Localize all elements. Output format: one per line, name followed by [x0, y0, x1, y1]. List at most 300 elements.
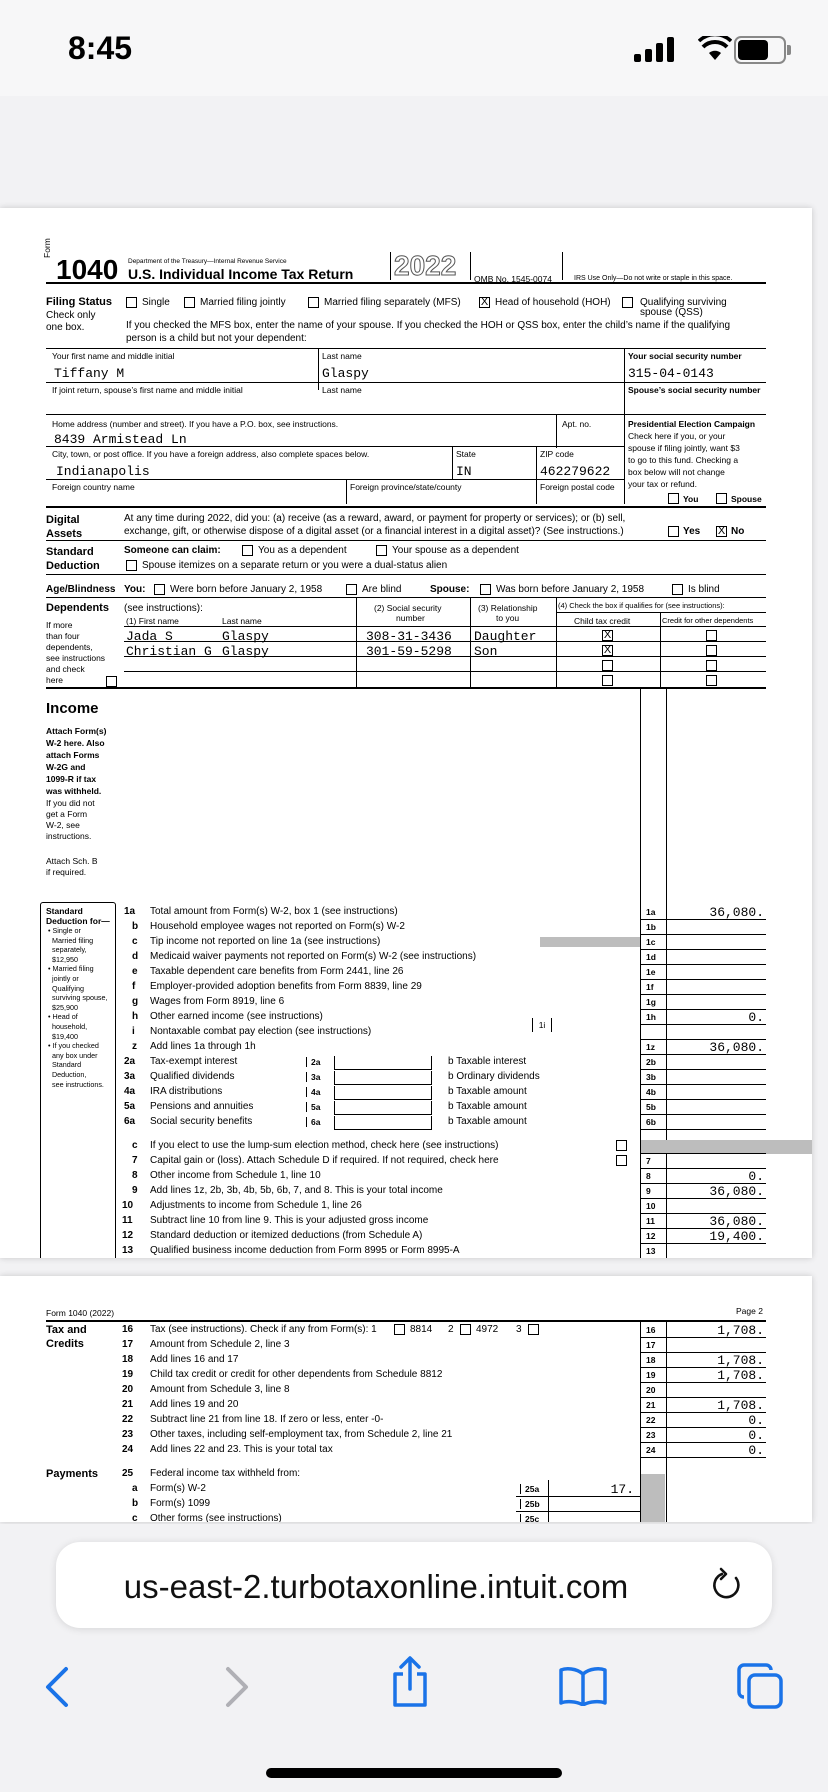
- dependent-3-child-tax-credit-checkbox[interactable]: [602, 660, 613, 671]
- pec-you-checkbox[interactable]: [668, 493, 679, 504]
- line-6c-shaded: [641, 1140, 812, 1154]
- line-text: Social security benefits: [150, 1116, 253, 1127]
- forward-icon[interactable]: [224, 1666, 250, 1708]
- line-text: Form(s) 1099: [150, 1498, 211, 1509]
- home-indicator: [266, 1768, 562, 1778]
- line-box-label: 23: [646, 1430, 656, 1440]
- tax-year: 2022: [394, 250, 457, 281]
- digital-no-checkbox[interactable]: X: [717, 525, 726, 537]
- filing-status-label: Filing Status: [46, 296, 112, 308]
- dep-col-ssn-2: number: [396, 613, 425, 623]
- side-note-line: W-2 here. Also: [46, 738, 105, 748]
- dependent-2-last-name[interactable]: Glaspy: [222, 644, 269, 659]
- ssn-label: Your social security number: [628, 351, 742, 361]
- form-1040-page-1: [0, 208, 812, 1258]
- line-amount[interactable]: 0.: [748, 1443, 764, 1458]
- form-4972-checkbox[interactable]: [460, 1324, 471, 1335]
- line-amount[interactable]: 0.: [748, 1428, 764, 1443]
- side-note-line: W-2G and: [46, 762, 86, 772]
- mfs-note: If you checked the MFS box, enter the name of your spouse. If you checked the HOH or QSS box, enter the child’s name if the qualifying: [126, 320, 731, 331]
- digital-assets-label-2: Assets: [46, 528, 83, 540]
- share-icon[interactable]: [390, 1656, 430, 1708]
- column-rule: [548, 1480, 549, 1522]
- line-box-label: 25a: [520, 1484, 551, 1494]
- pec-line: to go to this fund. Checking a: [628, 455, 739, 465]
- std-deduction-item: surviving spouse,: [48, 993, 108, 1003]
- line-number: i: [132, 1026, 135, 1037]
- dependent-3-other-credit-checkbox[interactable]: [706, 660, 717, 671]
- irs-use-only: IRS Use Only—Do not write or staple in this space.: [574, 275, 733, 282]
- line-text: b Taxable amount: [448, 1101, 527, 1112]
- line-16-text: Tax (see instructions). Check if any from Form(s): 1: [150, 1324, 377, 1335]
- line-number: 19: [122, 1369, 134, 1380]
- single-checkbox[interactable]: [126, 297, 137, 308]
- city-label: City, town, or post office. If you have a foreign address, also complete spaces below.: [52, 449, 370, 459]
- line-text: Adjustments to income from Schedule 1, line 26: [150, 1200, 362, 1211]
- side-note-line: 1099-R if tax: [46, 774, 97, 784]
- dependent-1-relationship[interactable]: Daughter: [474, 629, 537, 644]
- line-box-label: 1b: [646, 922, 656, 932]
- single-label: Single: [142, 297, 170, 308]
- capital-gain-checkbox[interactable]: [616, 1155, 627, 1166]
- line-box-label: 5a: [306, 1102, 341, 1112]
- form-4972-label: 4972: [476, 1324, 499, 1335]
- form-other-checkbox[interactable]: [528, 1324, 539, 1335]
- line-amount[interactable]: 17.: [610, 1482, 634, 1497]
- row-rule: [640, 1054, 766, 1055]
- row-rule: [516, 1496, 640, 1497]
- std-deduction-box: [40, 902, 116, 1258]
- income-label: Income: [46, 700, 99, 717]
- pec-you-label: You: [683, 494, 699, 504]
- spouse-ssn-label: Spouse’s social security number: [628, 385, 761, 395]
- spouse-born-before-label: Was born before January 2, 1958: [496, 584, 645, 595]
- line-number: 12: [122, 1230, 134, 1241]
- zip-label: ZIP code: [540, 449, 574, 459]
- line-amount[interactable]: 19,400.: [709, 1229, 764, 1244]
- state-field[interactable]: IN: [456, 464, 472, 479]
- dep-col-relationship: (3) Relationship: [478, 603, 538, 613]
- line-number: h: [132, 1011, 139, 1022]
- form-number: 1040: [56, 254, 119, 285]
- row-rule: [640, 934, 766, 935]
- line-text: Tip income not reported on line 1a (see instructions): [150, 936, 381, 947]
- row-rule: [640, 1069, 766, 1070]
- line-box-label: 21: [646, 1400, 656, 1410]
- you-as-dependent-checkbox[interactable]: [242, 545, 253, 556]
- row-rule: [640, 1442, 766, 1443]
- line-box-label: 6a: [306, 1117, 341, 1127]
- pec-spouse-label: Spouse: [731, 494, 762, 504]
- std-deduction-item: $19,400: [48, 1031, 78, 1041]
- foreign-country-label: Foreign country name: [52, 482, 135, 492]
- line-text: Tax-exempt interest: [150, 1056, 238, 1067]
- line-box-label: 1h: [646, 1012, 656, 1022]
- line-text: Household employee wages not reported on Form(s) W-2: [150, 921, 405, 932]
- side-note-line: W-2, see: [46, 820, 80, 830]
- page2-header-page: Page 2: [736, 1306, 763, 1316]
- row-rule: [640, 1198, 766, 1199]
- form-title: U.S. Individual Income Tax Return: [128, 266, 354, 282]
- line-number: 20: [122, 1384, 134, 1395]
- row-rule: [640, 949, 766, 950]
- filing-status-hint: Check only: [46, 310, 96, 321]
- row-rule: [640, 1243, 766, 1244]
- spouse-blind-checkbox[interactable]: [672, 584, 683, 595]
- line-box-label: 4b: [646, 1087, 656, 1097]
- age-blindness-label: Age/Blindness: [46, 584, 116, 595]
- tax-credits-label: Tax and: [46, 1324, 87, 1336]
- no-label: No: [731, 526, 745, 537]
- std-deduction-item: • If you checked: [48, 1041, 99, 1051]
- line-number: d: [132, 951, 139, 962]
- side-note-line: If you did not: [46, 798, 95, 808]
- line-text: b Taxable amount: [448, 1086, 527, 1097]
- line-number: 10: [122, 1200, 134, 1211]
- row-rule: [640, 919, 766, 920]
- line-number: 11: [122, 1215, 133, 1226]
- address-label: Home address (number and street). If you have a P.O. box, see instructions.: [52, 419, 339, 429]
- pec-title: Presidential Election Campaign: [628, 419, 756, 429]
- line-box-label: 1d: [646, 952, 656, 962]
- line-box-label: 17: [646, 1340, 656, 1350]
- yes-label: Yes: [683, 526, 701, 537]
- spouse-itemizes-checkbox[interactable]: [126, 560, 137, 571]
- married-separately-checkbox[interactable]: [308, 297, 319, 308]
- line-text: Capital gain or (loss). Attach Schedule D if required. If not required, check here: [150, 1155, 499, 1166]
- url-text: us-east-2.turbotaxonline.intuit.com: [123, 1568, 629, 1605]
- ssn-field[interactable]: 315-04-0143: [628, 366, 714, 381]
- dependents-note: see instructions: [46, 653, 106, 663]
- dependent-1-ssn[interactable]: 308-31-3436: [366, 629, 452, 644]
- line-number: f: [132, 981, 136, 992]
- dependent-2-other-credit-checkbox[interactable]: [706, 645, 717, 656]
- line-amount[interactable]: 36,080.: [709, 1184, 764, 1199]
- department: Department of the Treasury—Internal Revenue Service: [128, 258, 287, 265]
- line-text: b Taxable amount: [448, 1116, 527, 1127]
- line-text: Qualified dividends: [150, 1071, 235, 1082]
- pec-spouse-checkbox[interactable]: [716, 493, 727, 504]
- form-8814-checkbox[interactable]: [394, 1324, 405, 1335]
- filing-status-hint-2: one box.: [46, 322, 85, 333]
- line-number: a: [132, 1483, 138, 1494]
- dependent-1-last-name[interactable]: Glaspy: [222, 629, 269, 644]
- spouse-born-before-checkbox[interactable]: [480, 584, 491, 595]
- line-text: Subtract line 10 from line 9. This is your adjusted gross income: [150, 1215, 429, 1226]
- spouse-as-dependent-label: Your spouse as a dependent: [392, 545, 519, 556]
- row-rule: [516, 1511, 640, 1512]
- line-box-label: 5b: [646, 1102, 656, 1112]
- dependents-label: Dependents: [46, 602, 109, 614]
- line-text: Amount from Schedule 2, line 3: [150, 1339, 290, 1350]
- std-deduction-item: Deduction,: [48, 1070, 87, 1079]
- std-deduction-item: separately,: [48, 945, 87, 955]
- line-box-label: 12: [646, 1231, 656, 1241]
- mfs-note-2: person is a child but not your dependent:: [126, 333, 307, 344]
- foreign-postal-label: Foreign postal code: [540, 482, 615, 492]
- signal-icon: [634, 36, 678, 62]
- you-born-before-checkbox[interactable]: [154, 584, 165, 595]
- status-icons: [634, 36, 794, 62]
- std-deduction-item: Qualifying: [48, 983, 84, 993]
- clock: 8:45: [68, 30, 133, 66]
- line-text: b Taxable interest: [448, 1056, 527, 1067]
- line-number: 8: [132, 1170, 138, 1181]
- line-text: Total amount from Form(s) W-2, box 1 (see instructions): [150, 906, 398, 917]
- side-note-line: Deduction for—: [46, 916, 110, 926]
- std-deduction-item: • Single or: [48, 926, 81, 935]
- last-name-label: Last name: [322, 351, 362, 361]
- row-rule: [640, 1457, 766, 1458]
- line-text: Other forms (see instructions): [150, 1513, 282, 1522]
- line-amount[interactable]: 36,080.: [709, 905, 764, 920]
- std-deduction-item: $12,950: [48, 954, 78, 964]
- bookmarks-icon[interactable]: [558, 1666, 608, 1706]
- dependents-see-instructions: (see instructions):: [124, 603, 203, 614]
- dependents-note: If more: [46, 620, 73, 630]
- dep-col-ssn: (2) Social security: [374, 603, 442, 613]
- reload-icon[interactable]: [710, 1566, 744, 1604]
- line-number: 18: [122, 1354, 134, 1365]
- you-as-dependent-label: You as a dependent: [258, 545, 347, 556]
- line-number: b: [132, 1498, 139, 1509]
- line-text: Add lines 22 and 23. This is your total tax: [150, 1444, 333, 1455]
- line-box-label: 1f: [646, 982, 654, 992]
- std-deduction-item: Standard: [48, 1060, 82, 1070]
- you-blind-checkbox[interactable]: [346, 584, 357, 595]
- line-number: 16: [122, 1324, 134, 1335]
- form-4972-number: 2: [448, 1324, 454, 1335]
- line-box-label: 1z: [646, 1042, 655, 1052]
- line-amount[interactable]: 1,708.: [717, 1323, 764, 1338]
- line-number: c: [132, 1513, 138, 1522]
- dependent-4-child-tax-credit-checkbox[interactable]: [602, 675, 613, 686]
- dependent-1-other-credit-checkbox[interactable]: [706, 630, 717, 641]
- std-deduction-item: • Head of: [48, 1012, 78, 1022]
- side-note-line: Standard: [46, 906, 83, 916]
- pec-line: your tax or refund.: [628, 479, 697, 489]
- zip-field[interactable]: 462279622: [540, 464, 611, 479]
- line-box-label: 7: [646, 1156, 651, 1166]
- age-spouse-label: Spouse:: [430, 584, 470, 595]
- row-rule: [640, 1084, 766, 1085]
- payments-label: Payments: [46, 1468, 98, 1480]
- line-number: 6a: [124, 1116, 136, 1127]
- spouse-blind-label: Is blind: [688, 584, 720, 595]
- page2-header-form: Form 1040 (2022): [46, 1308, 115, 1318]
- row-rule: [640, 1129, 766, 1130]
- line-amount[interactable]: 0.: [748, 1010, 764, 1025]
- line-number: 24: [122, 1444, 134, 1455]
- row-rule: [640, 1412, 766, 1413]
- someone-can-claim-label: Someone can claim:: [124, 545, 221, 556]
- line-box-label: 13: [646, 1246, 656, 1256]
- side-note-line: instructions.: [46, 831, 92, 841]
- line-number: 23: [122, 1429, 134, 1440]
- pec-line: Check here if you, or your: [628, 431, 726, 441]
- side-note-line: attach Forms: [46, 750, 100, 760]
- line-box-label: 3b: [646, 1072, 656, 1082]
- line-text: Add lines 1a through 1h: [150, 1041, 256, 1052]
- dep-col-relationship-2: to you: [496, 613, 520, 623]
- line-number: c: [132, 1140, 138, 1151]
- address-bar[interactable]: [56, 1542, 772, 1628]
- line-box-label: 25c: [520, 1514, 551, 1522]
- browser-chrome: [0, 1524, 828, 1792]
- line-box-label: 22: [646, 1415, 656, 1425]
- line-amount[interactable]: 1,708.: [717, 1398, 764, 1413]
- married-separately-label: Married filing separately (MFS): [324, 297, 461, 308]
- line-input[interactable]: [334, 1116, 432, 1130]
- standard-deduction-label: Standard: [46, 546, 94, 558]
- line-box-label: 1c: [646, 937, 656, 947]
- line-text: Standard deduction or itemized deductions (from Schedule A): [150, 1230, 423, 1241]
- line-number: 17: [122, 1339, 134, 1350]
- back-icon[interactable]: [44, 1666, 70, 1708]
- line-text: Taxable dependent care benefits from Form 2441, line 26: [150, 966, 404, 977]
- line-input[interactable]: [334, 1101, 432, 1115]
- line-number: 4a: [124, 1086, 136, 1097]
- line-text: If you elect to use the lump-sum election method, check here (see instructions): [150, 1140, 499, 1151]
- more-dependents-checkbox[interactable]: [106, 676, 117, 687]
- line-text: Medicaid waiver payments not reported on Form(s) W-2 (see instructions): [150, 951, 477, 962]
- age-you-label: You:: [124, 584, 146, 595]
- line-text: Nontaxable combat pay election (see instructions): [150, 1026, 372, 1037]
- spouse-as-dependent-checkbox[interactable]: [376, 545, 387, 556]
- address-field[interactable]: 8439 Armistead Ln: [54, 432, 187, 447]
- line-box-label: 24: [646, 1445, 656, 1455]
- pec-line: spouse if filing jointly, want $3: [628, 443, 740, 453]
- row-rule: [640, 1168, 766, 1169]
- line-box-label: 10: [646, 1201, 656, 1211]
- city-field[interactable]: Indianapolis: [56, 464, 150, 479]
- line-box-label: 2b: [646, 1057, 656, 1067]
- std-deduction-item: Married filing: [48, 935, 94, 945]
- married-jointly-checkbox[interactable]: [184, 297, 195, 308]
- line-box-label: 1e: [646, 967, 656, 977]
- line-text: Qualified business income deduction from Form 8995 or Form 8995-A: [150, 1245, 460, 1256]
- line-text: Add lines 1z, 2b, 3b, 4b, 5b, 6b, 7, and 8. This is your total income: [150, 1185, 443, 1196]
- line-number: z: [132, 1041, 137, 1052]
- line-text: Amount from Schedule 3, line 8: [150, 1384, 290, 1395]
- line-box-label: 2a: [306, 1057, 341, 1067]
- tax-credits-label-2: Credits: [46, 1338, 84, 1350]
- lump-sum-election-checkbox[interactable]: [616, 1140, 627, 1151]
- line-box-label: 25b: [520, 1499, 551, 1509]
- line-text: Child tax credit or credit for other dependents from Schedule 8812: [150, 1369, 443, 1380]
- dep-col-last-name: Last name: [222, 616, 262, 626]
- line-number: g: [132, 996, 139, 1007]
- std-deduction-item: jointly or: [48, 974, 79, 983]
- last-name-field[interactable]: Glaspy: [322, 366, 369, 381]
- qualifying-surviving-spouse-checkbox[interactable]: [622, 297, 633, 308]
- line-text: b Ordinary dividends: [448, 1071, 540, 1082]
- line-box-label: 4a: [306, 1087, 341, 1097]
- dependents-note: than four: [46, 631, 80, 641]
- pec-line: box below will not change: [628, 467, 725, 477]
- head-of-household-checkbox[interactable]: X: [480, 296, 489, 308]
- status-bar: [0, 0, 828, 96]
- dependents-note: dependents,: [46, 642, 93, 652]
- line-amount[interactable]: 1,708.: [717, 1368, 764, 1383]
- you-blind-label: Are blind: [362, 584, 402, 595]
- line-number: 13: [122, 1245, 134, 1256]
- line-amount[interactable]: 0.: [748, 1413, 764, 1428]
- tabs-icon[interactable]: [736, 1662, 784, 1710]
- line-number: c: [132, 936, 138, 947]
- row-rule: [640, 1427, 766, 1428]
- digital-yes-checkbox[interactable]: [668, 526, 679, 537]
- line-text: Form(s) W-2: [150, 1483, 206, 1494]
- dependent-2-ssn[interactable]: 301-59-5298: [366, 644, 452, 659]
- line-box-label: 19: [646, 1370, 656, 1380]
- line-text: Other earned income (see instructions): [150, 1011, 323, 1022]
- digital-assets-question: At any time during 2022, did you: (a) receive (as a reward, award, or payment for property or services); or (b) sell,: [124, 513, 626, 524]
- dependent-1-child-tax-credit-checkbox[interactable]: X: [603, 629, 612, 641]
- married-jointly-label: Married filing jointly: [200, 297, 286, 308]
- dependents-note: here: [46, 675, 64, 685]
- line-number: 7: [132, 1155, 138, 1166]
- row-rule: [640, 1114, 766, 1115]
- spouse-itemizes-label: Spouse itemizes on a separate return or you were a dual-status alien: [142, 560, 448, 571]
- dependent-2-first-name[interactable]: Christian G: [126, 644, 212, 659]
- side-note-line: get a Form: [46, 809, 88, 819]
- row-rule: [640, 1337, 766, 1338]
- line-number: 22: [122, 1414, 134, 1425]
- row-rule: [640, 1024, 766, 1025]
- line-1i-box: 1i: [532, 1018, 552, 1032]
- dependent-1-first-name[interactable]: Jada S: [126, 629, 173, 644]
- omb-number: OMB No. 1545-0074: [474, 274, 552, 284]
- line-number: 25: [122, 1468, 134, 1479]
- form-other-number: 3: [516, 1324, 522, 1335]
- line-input[interactable]: [334, 1071, 432, 1085]
- dependent-2-child-tax-credit-checkbox[interactable]: X: [603, 644, 612, 656]
- line-amount[interactable]: 36,080.: [709, 1214, 764, 1229]
- line-amount[interactable]: 1,708.: [717, 1353, 764, 1368]
- wifi-icon: [698, 36, 732, 62]
- row-rule: [640, 994, 766, 995]
- line-text: Add lines 19 and 20: [150, 1399, 239, 1410]
- standard-deduction-label-2: Deduction: [46, 560, 100, 572]
- form-1040-page-2: [0, 1276, 812, 1522]
- side-note-line: if required.: [46, 867, 87, 877]
- digital-assets-label: Digital: [46, 514, 80, 526]
- dependent-4-other-credit-checkbox[interactable]: [706, 675, 717, 686]
- qss-label-cont: spouse (QSS): [640, 307, 703, 318]
- line-number: 3a: [124, 1071, 136, 1082]
- line-box-label: 18: [646, 1355, 656, 1365]
- line-box-label: 6b: [646, 1117, 656, 1127]
- line-amount[interactable]: 36,080.: [709, 1040, 764, 1055]
- qss-label: Qualifying surviving: [640, 297, 727, 308]
- first-name-field[interactable]: Tiffany M: [54, 366, 125, 381]
- apt-label: Apt. no.: [562, 419, 592, 429]
- line-number: 5a: [124, 1101, 136, 1112]
- side-note-line: was withheld.: [46, 786, 102, 796]
- line-input[interactable]: [334, 1056, 432, 1070]
- line-box-label: 1a: [646, 907, 656, 917]
- dependent-2-relationship[interactable]: Son: [474, 644, 498, 659]
- first-name-label: Your first name and middle initial: [52, 351, 175, 361]
- line-input[interactable]: [334, 1086, 432, 1100]
- row-rule: [640, 1153, 766, 1154]
- line-number: e: [132, 966, 138, 977]
- line-number: 21: [122, 1399, 134, 1410]
- line-amount[interactable]: 0.: [748, 1169, 764, 1184]
- row-rule: [640, 1382, 766, 1383]
- head-of-household-label: Head of household (HOH): [495, 297, 611, 308]
